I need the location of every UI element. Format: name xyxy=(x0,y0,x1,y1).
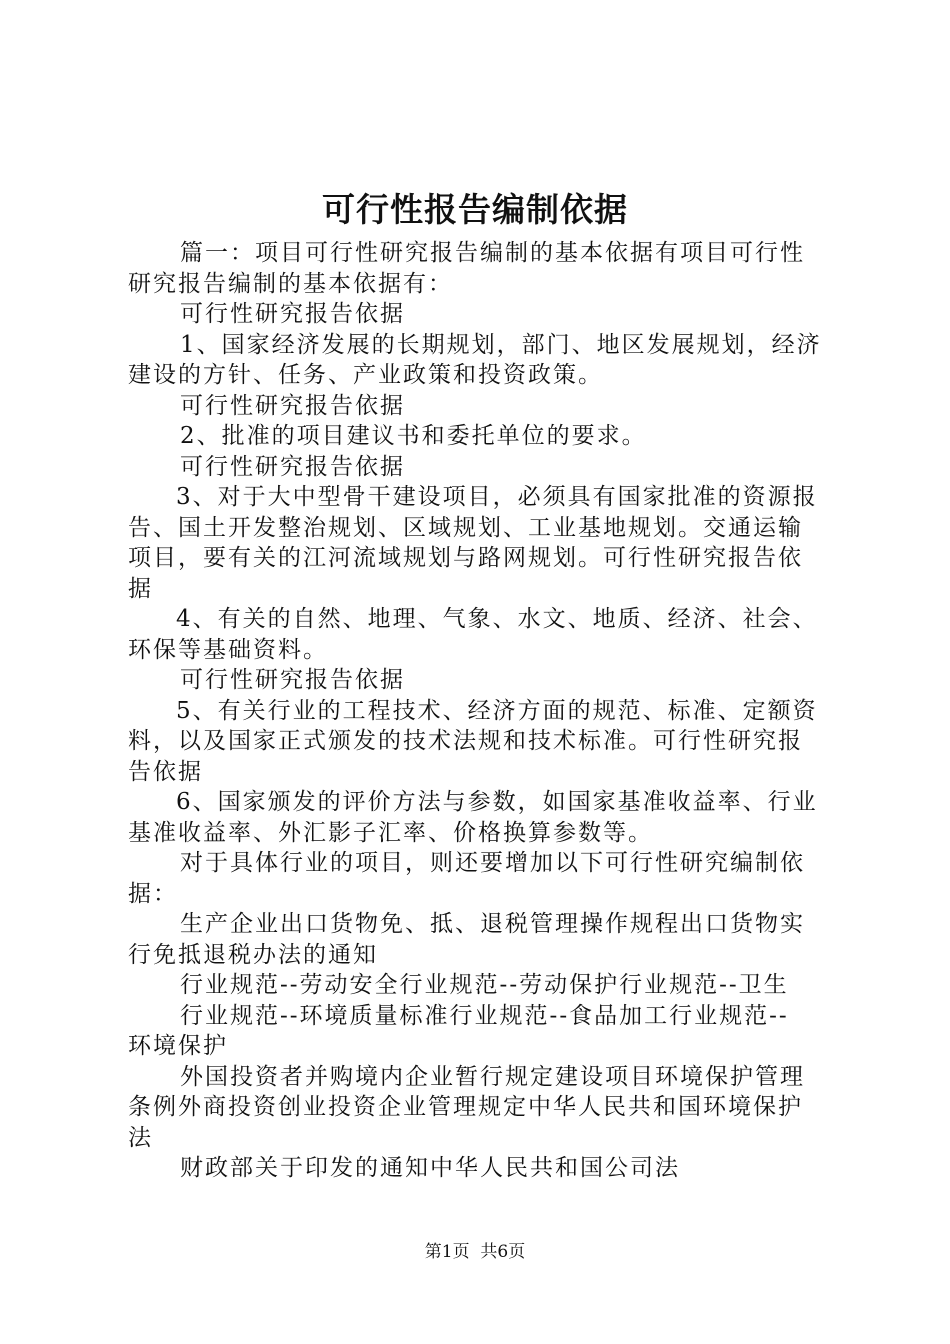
text-line: 可行性研究报告依据 xyxy=(180,667,405,693)
text-line: 环保等基础资料。 xyxy=(128,636,328,663)
text-line: 项目，要有关的江河流域规划与路网规划。可行性研究报告依 xyxy=(128,545,803,571)
text-line: 环境保护 xyxy=(128,1033,228,1059)
text-line: 告依据 xyxy=(128,758,203,785)
text-line: 3、对于大中型骨干建设项目，必须具有国家批准的资源报 xyxy=(176,484,818,510)
document-title: 可行性报告编制依据 xyxy=(322,190,628,229)
page-footer xyxy=(0,1240,950,1264)
text-line: 1、国家经济发展的长期规划，部门、地区发展规划，经济 xyxy=(180,331,822,358)
text-line: 告、国土开发整治规划、区域规划、工业基地规划。交通运输 xyxy=(128,514,803,541)
text-line: 生产企业出口货物免、抵、退税管理操作规程出口货物实 xyxy=(180,911,805,937)
text-line: 行业规范--环境质量标准行业规范--食品加工行业规范-- xyxy=(180,1002,789,1029)
page-number: 第1页 xyxy=(424,1242,470,1262)
text-line: 料，以及国家正式颁发的技术法规和技术标准。可行性研究报 xyxy=(128,728,803,754)
text-line: 行业规范--劳动安全行业规范--劳动保护行业规范--卫生 xyxy=(180,972,789,998)
text-line: 篇一：项目可行性研究报告编制的基本依据有项目可行性 xyxy=(180,240,805,266)
document-body xyxy=(128,238,832,1184)
text-line: 建设的方针、任务、产业政策和投资政策。 xyxy=(128,362,603,388)
text-line: 基准收益率、外汇影子汇率、价格换算参数等。 xyxy=(128,819,653,846)
text-line: 4、有关的自然、地理、气象、水文、地质、经济、社会、 xyxy=(176,606,818,632)
page-total: 共6页 xyxy=(480,1242,526,1262)
text-line: 外国投资者并购境内企业暂行规定建设项目环境保护管理 xyxy=(180,1063,805,1090)
text-line: 可行性研究报告依据 xyxy=(180,392,405,419)
text-line: 财政部关于印发的通知中华人民共和国公司法 xyxy=(180,1155,680,1181)
footer-separator xyxy=(470,1242,481,1262)
text-line: 据： xyxy=(128,880,178,907)
text-line: 6、国家颁发的评价方法与参数，如国家基准收益率、行业 xyxy=(176,789,818,815)
text-line: 条例外商投资创业投资企业管理规定中华人民共和国环境保护 xyxy=(128,1094,803,1120)
text-line: 2、批准的项目建议书和委托单位的要求。 xyxy=(180,423,647,449)
text-line: 法 xyxy=(128,1124,153,1151)
text-line: 研究报告编制的基本依据有： xyxy=(128,270,453,297)
text-line: 可行性研究报告依据 xyxy=(180,453,405,480)
text-line: 5、有关行业的工程技术、经济方面的规范、标准、定额资 xyxy=(176,697,818,724)
text-line: 对于具体行业的项目，则还要增加以下可行性研究编制依 xyxy=(180,850,805,876)
text-line: 行免抵退税办法的通知 xyxy=(128,941,378,968)
text-line: 据 xyxy=(128,575,153,602)
text-line: 可行性研究报告依据 xyxy=(180,301,405,327)
